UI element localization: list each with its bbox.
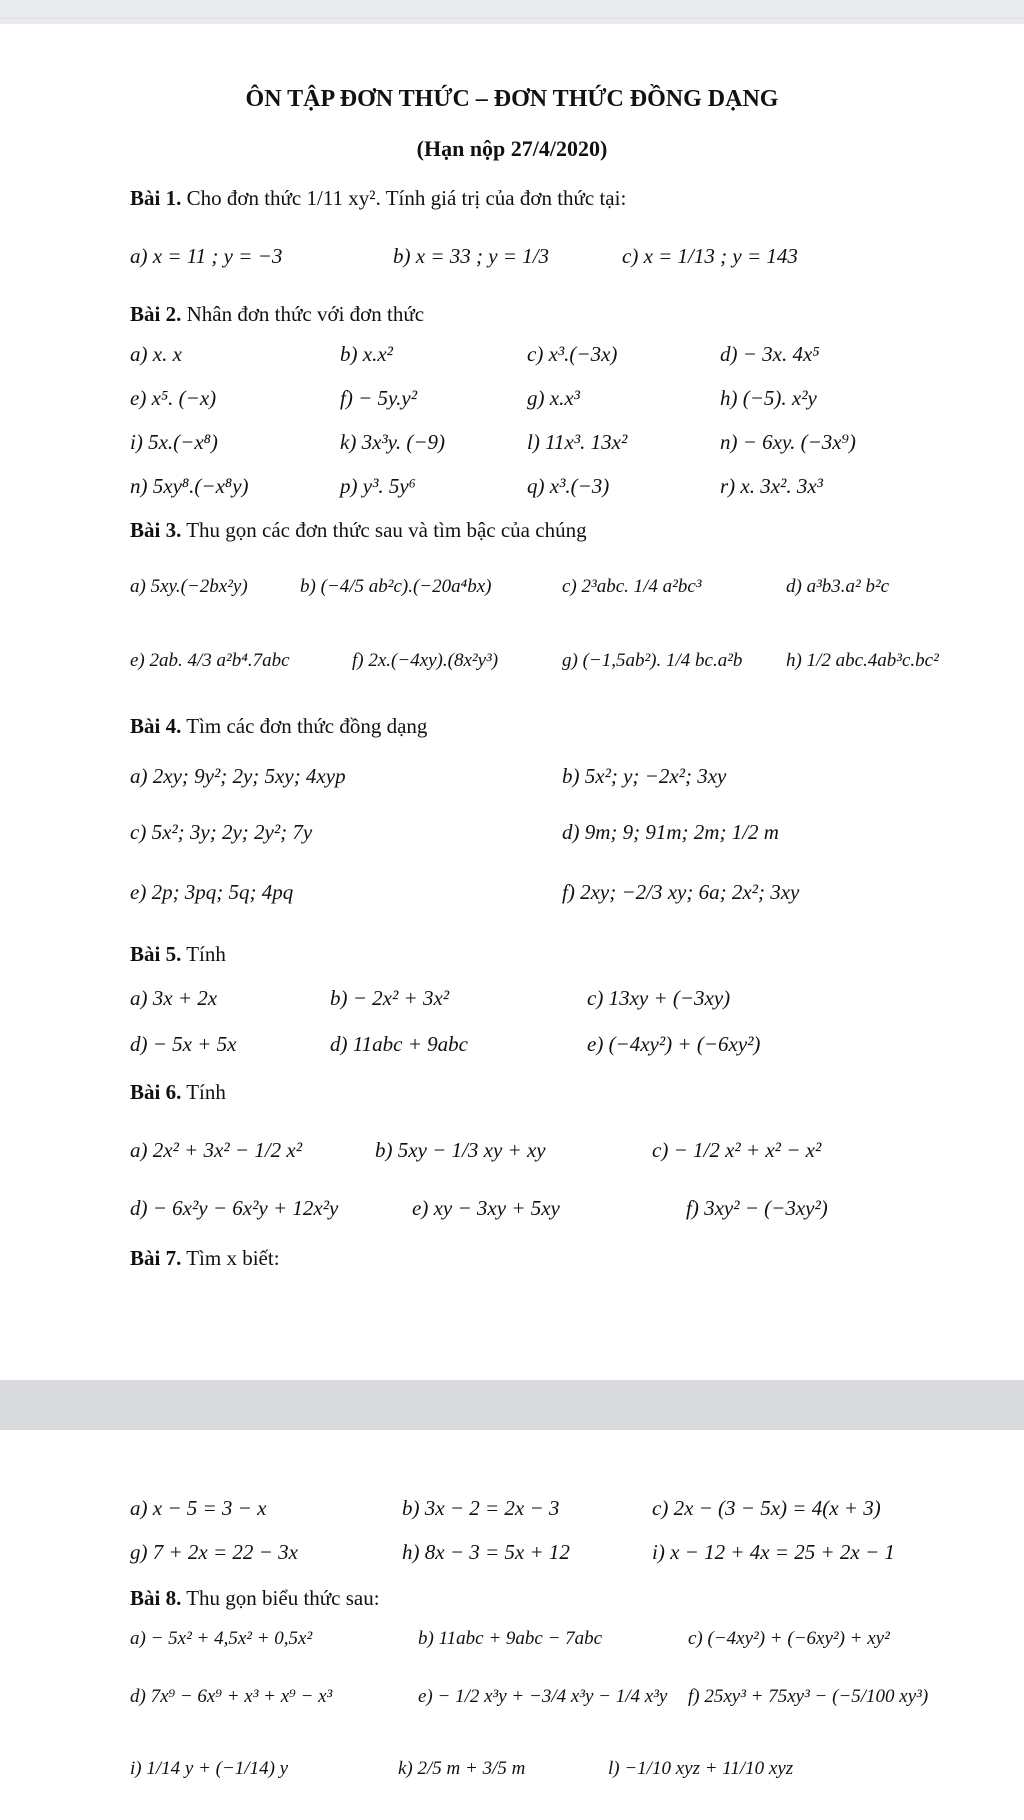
exercise-2-item: q) x³.(−3) <box>527 474 610 498</box>
exercise-6-item: d) − 6x²y − 6x²y + 12x²y <box>130 1196 339 1220</box>
page-2 <box>0 1430 1024 1820</box>
exercise-8-item: a) − 5x² + 4,5x² + 0,5x² <box>130 1628 313 1649</box>
exercise-2-item: r) x. 3x². 3x³ <box>720 474 823 498</box>
exercise-5-item: c) 13xy + (−3xy) <box>587 986 731 1010</box>
exercise-3-item: a) 5xy.(−2bx²y) <box>130 576 248 597</box>
exercise-3-item: h) 1/2 abc.4ab³c.bc² <box>786 650 939 671</box>
exercise-2-item: a) x. x <box>130 342 182 366</box>
exercise-2-item: d) − 3x. 4x⁵ <box>720 342 820 366</box>
exercise-2-item: c) x³.(−3x) <box>527 342 618 366</box>
exercise-3-item: e) 2ab. 4/3 a²b⁴.7abc <box>130 650 290 671</box>
exercise-8-text: Thu gọn biểu thức sau: <box>181 1586 380 1610</box>
exercise-4-item: a) 2xy; 9y²; 2y; 5xy; 4xyp <box>130 764 346 788</box>
exercise-3-item: b) (−4/5 ab²c).(−20a⁴bx) <box>300 576 492 597</box>
exercise-5-item: d) 11abc + 9abc <box>330 1032 468 1056</box>
exercise-2-item: n) 5xy⁸.(−x⁸y) <box>130 474 249 498</box>
exercise-7-label: Bài 7. <box>130 1246 182 1270</box>
exercise-6-item: f) 3xy² − (−3xy²) <box>686 1196 828 1220</box>
exercise-5-item: e) (−4xy²) + (−6xy²) <box>587 1032 761 1056</box>
exercise-3-item: d) a³b3.a² b²c <box>786 576 890 597</box>
top-bar <box>0 0 1024 19</box>
exercise-2-heading <box>130 302 424 327</box>
exercise-3-item: f) 2x.(−4xy).(8x²y³) <box>352 650 499 671</box>
exercise-7-item: i) x − 12 + 4x = 25 + 2x − 1 <box>652 1540 895 1564</box>
exercise-7-item: a) x − 5 = 3 − x <box>130 1496 267 1520</box>
exercise-1-item: a) x = 11 ; y = −3 <box>130 244 283 268</box>
exercise-2-item: g) x.x³ <box>527 386 580 410</box>
exercise-4-heading <box>130 714 427 739</box>
exercise-4-item: b) 5x²; y; −2x²; 3xy <box>562 764 727 788</box>
exercise-6-item: e) xy − 3xy + 5xy <box>412 1196 560 1220</box>
exercise-2-item: p) y³. 5y⁶ <box>340 474 416 498</box>
exercise-4-item: d) 9m; 9; 91m; 2m; 1/2 m <box>562 820 779 844</box>
exercise-7-text: Tìm x biết: <box>181 1246 280 1270</box>
exercise-6-label: Bài 6. <box>130 1080 182 1104</box>
exercise-5-text: Tính <box>181 942 226 966</box>
exercise-4-item: f) 2xy; −2/3 xy; 6a; 2x²; 3xy <box>562 880 800 904</box>
document-title: ÔN TẬP ĐƠN THỨC – ĐƠN THỨC ĐỒNG DẠNG <box>245 86 779 112</box>
exercise-2-item: k) 3x³y. (−9) <box>340 430 445 454</box>
exercise-2-item: l) 11x³. 13x² <box>527 430 628 454</box>
exercise-1-item: b) x = 33 ; y = 1/3 <box>393 244 550 268</box>
exercise-8-item: i) 1/14 y + (−1/14) y <box>130 1758 289 1779</box>
page-separator <box>0 1380 1024 1430</box>
exercise-3-text: Thu gọn các đơn thức sau và tìm bậc của chúng <box>181 518 587 542</box>
exercise-8-item: d) 7x⁹ − 6x⁹ + x³ + x⁹ − x³ <box>130 1686 333 1707</box>
exercise-8-heading <box>130 1586 380 1611</box>
exercise-2-item: n) − 6xy. (−3x⁹) <box>720 430 856 454</box>
exercise-2-item: f) − 5y.y² <box>340 386 418 410</box>
exercise-6-item: c) − 1/2 x² + x² − x² <box>652 1138 822 1162</box>
exercise-2-label: Bài 2. <box>130 302 182 326</box>
exercise-5-item: a) 3x + 2x <box>130 986 218 1010</box>
exercise-3-label: Bài 3. <box>130 518 182 542</box>
exercise-8-item: b) 11abc + 9abc − 7abc <box>418 1628 603 1649</box>
exercise-8-label: Bài 8. <box>130 1586 182 1610</box>
exercise-5-label: Bài 5. <box>130 942 182 966</box>
exercise-8-item: f) 25xy³ + 75xy³ − (−5/100 xy³) <box>688 1686 929 1707</box>
exercise-8-item: l) −1/10 xyz + 11/10 xyz <box>608 1758 794 1779</box>
exercise-4-label: Bài 4. <box>130 714 182 738</box>
exercise-8-item: e) − 1/2 x³y + −3/4 x³y − 1/4 x³y <box>418 1686 668 1707</box>
exercise-5-item: b) − 2x² + 3x² <box>330 986 450 1010</box>
exercise-3-item: g) (−1,5ab²). 1/4 bc.a²b <box>562 650 743 671</box>
deadline: (Hạn nộp 27/4/2020) <box>416 136 608 161</box>
exercise-8-item: c) (−4xy²) + (−6xy²) + xy² <box>688 1628 890 1649</box>
exercise-6-heading <box>130 1080 226 1105</box>
exercise-6-item: a) 2x² + 3x² − 1/2 x² <box>130 1138 303 1162</box>
exercise-5-item: d) − 5x + 5x <box>130 1032 237 1056</box>
exercise-1-item: c) x = 1/13 ; y = 143 <box>622 244 798 268</box>
exercise-7-item: g) 7 + 2x = 22 − 3x <box>130 1540 298 1564</box>
exercise-5-heading <box>130 942 226 967</box>
exercise-7-item: c) 2x − (3 − 5x) = 4(x + 3) <box>652 1496 881 1520</box>
exercise-7-heading <box>130 1246 280 1271</box>
exercise-2-item: i) 5x.(−x⁸) <box>130 430 218 454</box>
exercise-2-item: h) (−5). x²y <box>720 386 817 410</box>
exercise-2-item: b) x.x² <box>340 342 393 366</box>
exercise-6-text: Tính <box>181 1080 226 1104</box>
exercise-1-text: Cho đơn thức 1/11 xy². Tính giá trị của đơn thức tại: <box>181 186 627 210</box>
exercise-8-item: k) 2/5 m + 3/5 m <box>398 1758 526 1779</box>
exercise-7-item: h) 8x − 3 = 5x + 12 <box>402 1540 570 1564</box>
exercise-3-item: c) 2³abc. 1/4 a²bc³ <box>562 576 702 597</box>
exercise-2-text: Nhân đơn thức với đơn thức <box>181 302 425 326</box>
exercise-3-heading <box>130 518 587 543</box>
exercise-6-item: b) 5xy − 1/3 xy + xy <box>375 1138 546 1162</box>
exercise-1-heading <box>130 186 626 211</box>
exercise-4-item: c) 5x²; 3y; 2y; 2y²; 7y <box>130 820 313 844</box>
exercise-1-label: Bài 1. <box>130 186 182 210</box>
page-1 <box>0 24 1024 1380</box>
exercise-7-item: b) 3x − 2 = 2x − 3 <box>402 1496 560 1520</box>
exercise-4-text: Tìm các đơn thức đồng dạng <box>181 714 428 738</box>
exercise-2-item: e) x⁵. (−x) <box>130 386 217 410</box>
exercise-4-item: e) 2p; 3pq; 5q; 4pq <box>130 880 294 904</box>
